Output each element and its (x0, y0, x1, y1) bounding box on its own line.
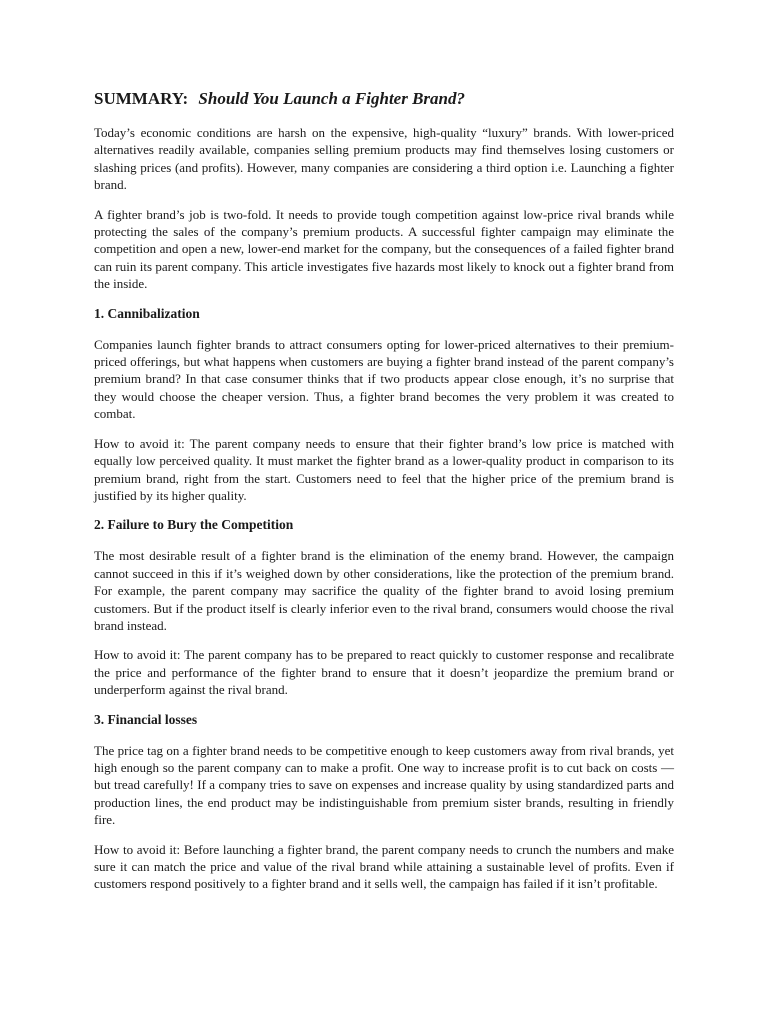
section-heading-failure-to-bury: 2. Failure to Bury the Competition (94, 517, 294, 533)
section-heading-financial-losses: 3. Financial losses (94, 711, 198, 727)
section-heading-cannibalization: 1. Cannibalization (94, 305, 200, 321)
section-2-paragraph-1: The most desirable result of a fighter brand is the elimination of the enemy brand. However, the campaign cannot succeed in this if it’s weighed down by other considerations, like the protection of the premium brand. For example, the parent company may sacrifice the quality of the fighter brand to avoid losing premium customers. But if the product itself is clearly inferior even to the rival brand, consumers would choose the rival brand instead. (94, 548, 674, 633)
section-2-paragraph-2: How to avoid it: The parent company has to be prepared to react quickly to customer response and recalibrate the price and performance of the fighter brand to ensure that it doesn’t jeopardize the premium brand or underperform against the rival brand. (94, 647, 674, 698)
title-subtitle: Should You Launch a Fighter Brand? (198, 89, 465, 108)
title-label: SUMMARY: (94, 89, 189, 108)
document-title (94, 88, 674, 110)
section-1-paragraph-2: How to avoid it: The parent company needs to ensure that their fighter brand’s low price is matched with equally low perceived quality. It must market the fighter brand as a lower-quality product in comparison to its premium brand, right from the start. Customers need to feel that the higher price of the premium brand is justified by its higher quality. (94, 435, 674, 503)
section-1-paragraph-1: Companies launch fighter brands to attract consumers opting for lower-priced alternatives to their premium-priced offerings, but what happens when customers are buying a fighter brand instead of the parent company’s premium brand? In that case consumer thinks that if two products appear close enough, it’s no surprise that they would choose the cheaper version. Thus, a fighter brand becomes the very problem it was created to combat. (94, 336, 674, 422)
section-3-paragraph-2: How to avoid it: Before launching a fighter brand, the parent company needs to crunch the numbers and make sure it can match the price and value of the rival brand while attaining a sustainable level of profits. Even if customers respond positively to a fighter brand and it sells well, the campaign has failed if it isn’t profitable. (94, 841, 674, 892)
intro-paragraph-2: A fighter brand’s job is two-fold. It needs to provide tough competition against low-price rival brands while protecting the sales of the company’s premium products. A successful fighter campaign may eliminate the competition and open a new, lower-end market for the company, but the consequences of a failed fighter brand can ruin its parent company. This article investigates five hazards most likely to knock out a fighter brand from the inside. (94, 206, 674, 292)
section-3-paragraph-1: The price tag on a fighter brand needs to be competitive enough to keep customers away from rival brands, yet high enough so the parent company can to make a profit. One way to increase profit is to cut back on costs — but tread carefully! If a company tries to save on expenses and increase quality by using standardized parts and production lines, the end product may be indistinguishable from premium sister brands, resulting in friendly fire. (94, 742, 674, 828)
intro-paragraph-1: Today’s economic conditions are harsh on the expensive, high-quality “luxury” brands. With lower-priced alternatives readily available, companies selling premium products may find themselves losing customers or slashing prices (and profits). However, many companies are considering a third option i.e. Launching a fighter brand. (94, 125, 674, 193)
